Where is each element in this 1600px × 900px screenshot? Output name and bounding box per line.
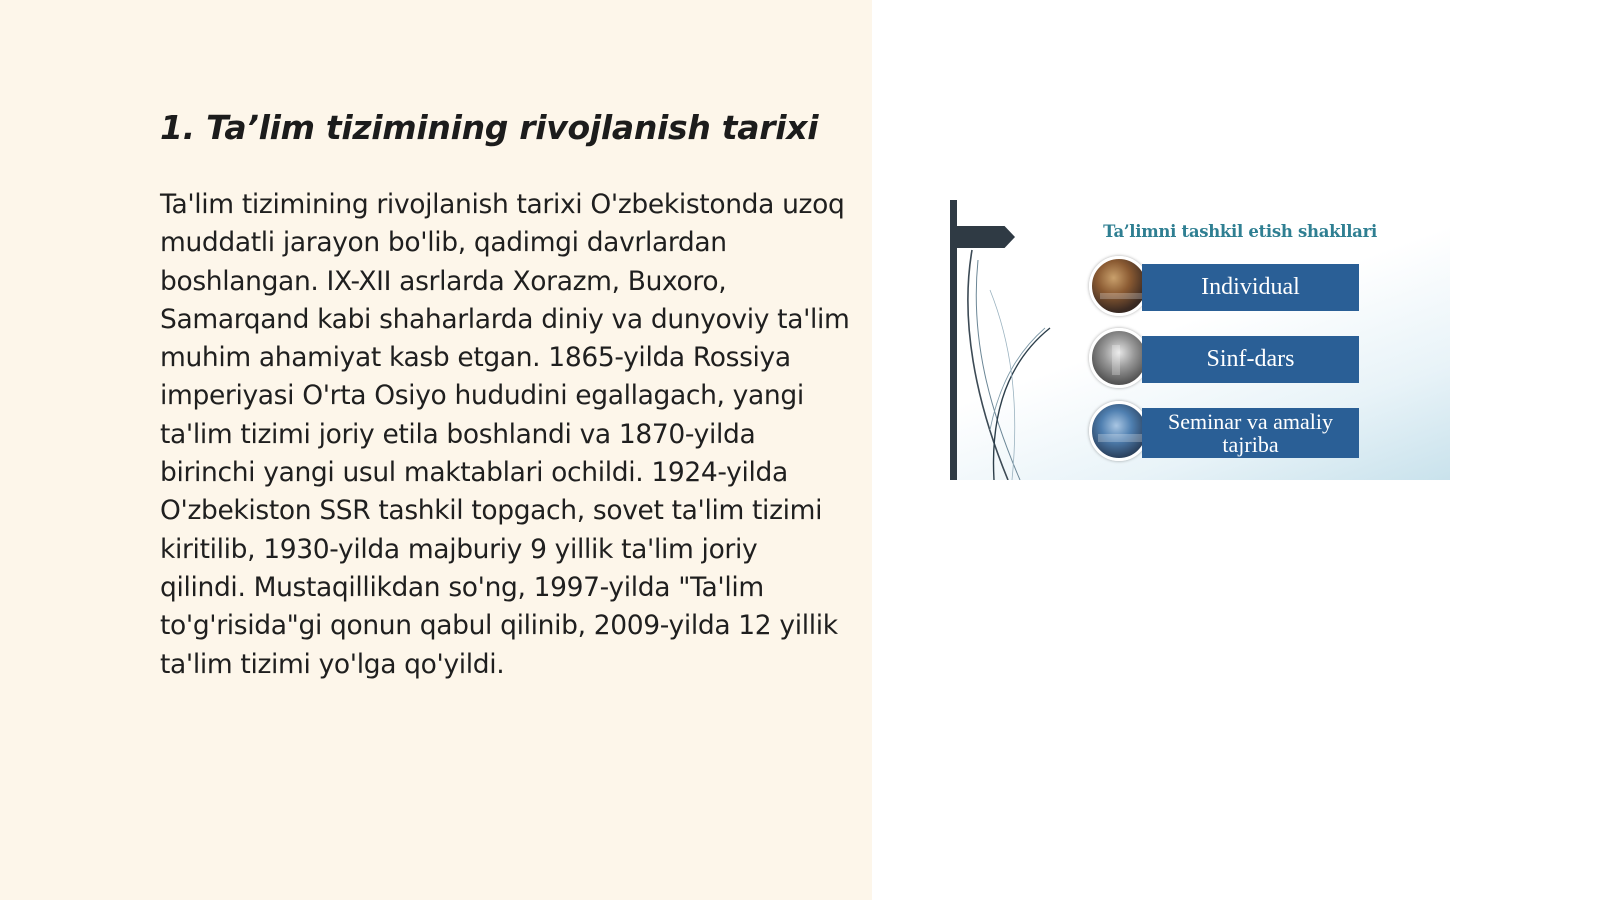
image-title: Ta’limni tashkil etish shakllari	[1103, 222, 1377, 241]
item-sinf-dars: Sinf-dars	[1142, 336, 1359, 383]
signpost-flag-icon	[957, 226, 1015, 248]
item-seminar: Seminar va amaliy tajriba	[1142, 408, 1359, 458]
classroom-photo-icon	[1089, 256, 1149, 316]
forms-of-education-image	[950, 200, 1450, 480]
seminar-photo-icon	[1089, 401, 1149, 461]
lecture-photo-icon	[1089, 328, 1149, 388]
slide-body-text: Ta'lim tizimining rivojlanish tarixi O'zbekistonda uzoq muddatli jarayon bo'lib, qadimgi davrlardan boshlangan. IX-XII asrlarda Xorazm, Buxoro, Samarqand kabi shaharlarda diniy va dunyoviy ta'lim muhim ahamiyat kasb etgan. 1865-yilda Rossiya imperiyasi O'rta Osiyo hududini egallagach, yangi ta'lim tizimi joriy etila boshlandi va 1870-yilda birinchi yangi usul maktablari ochildi. 1924-yilda O'zbekiston SSR tashkil topgach, sovet ta'lim tizimi kiritilib, 1930-yilda majburiy 9 yillik ta'lim joriy qilindi. Mustaqillikdan so'ng, 1997-yilda "Ta'lim to'g'risida"gi qonun qabul qilinib, 2009-yilda 12 yillik ta'lim tizimi yo'lga qo'yildi.	[160, 189, 850, 680]
item-individual: Individual	[1142, 264, 1359, 311]
slide-heading: 1. Ta’lim tizimining rivojlanish tarixi	[160, 108, 819, 147]
signpost-pole	[950, 200, 957, 480]
